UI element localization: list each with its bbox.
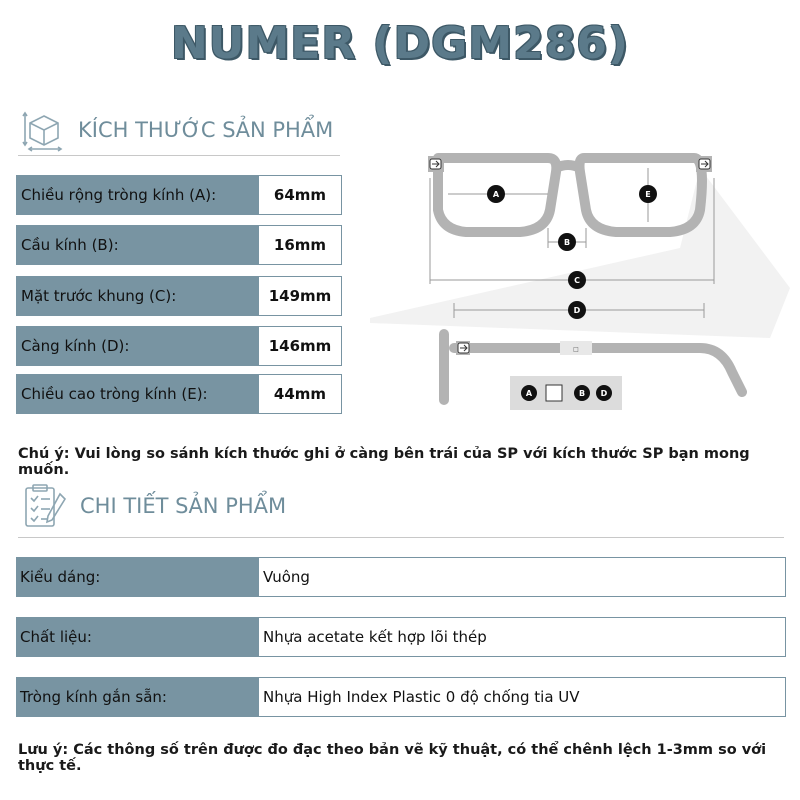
spec-label: Chiều rộng tròng kính (A):	[16, 175, 258, 215]
detail-label: Chất liệu:	[16, 617, 258, 657]
spec-row-bridge	[16, 225, 342, 265]
diagram-legend	[510, 376, 622, 410]
detail-value: Nhựa acetate kết hợp lõi thép	[258, 617, 786, 657]
detail-value: Vuông	[258, 557, 786, 597]
detail-section-divider	[18, 537, 784, 538]
legend-marker-a: A	[525, 389, 533, 398]
spec-value: 64mm	[258, 175, 342, 215]
glasses-dimension-diagram	[370, 138, 790, 428]
comparison-note: Chú ý: Vui lòng so sánh kích thước ghi ở càng bên trái của SP với kích thước SP bạn mong muốn.	[18, 446, 750, 478]
marker-a: A	[492, 190, 500, 199]
detail-section-heading	[22, 482, 286, 530]
spec-row-lens-height	[16, 374, 342, 414]
page-title: NUMER (DGM286)	[170, 18, 630, 69]
legend-marker-b: B	[578, 389, 586, 398]
spec-value: 16mm	[258, 225, 342, 265]
3d-box-dimension-icon	[22, 108, 66, 152]
spec-value: 44mm	[258, 374, 342, 414]
hinge-icon-left	[430, 159, 441, 169]
detail-value: Nhựa High Index Plastic 0 độ chống tia UV	[258, 677, 786, 717]
temple-print: □	[573, 346, 579, 353]
size-section-heading	[22, 108, 333, 152]
detail-row-shape	[16, 557, 786, 597]
detail-section-title: CHI TIẾT SẢN PHẨM	[80, 494, 287, 518]
glasses-front-frame	[438, 158, 702, 232]
measurement-note: Lưu ý: Các thông số trên được đo đạc theo bản vẽ kỹ thuật, có thể chênh lệch 1-3mm so với thực tế.	[18, 742, 767, 774]
spec-value: 149mm	[258, 276, 342, 316]
spec-row-temple	[16, 326, 342, 366]
marker-b: B	[563, 238, 571, 247]
temple-hinge-icon	[458, 343, 469, 353]
detail-row-material	[16, 617, 786, 657]
size-section-title: KÍCH THƯỚC SẢN PHẨM	[78, 118, 334, 142]
spec-row-lens-width	[16, 175, 342, 215]
clipboard-pencil-icon	[22, 482, 68, 530]
spec-value: 146mm	[258, 326, 342, 366]
spec-row-frame-front	[16, 276, 342, 316]
spec-label: Cầu kính (B):	[16, 225, 258, 265]
spec-label: Mặt trước khung (C):	[16, 276, 258, 316]
legend-marker-d: D	[600, 389, 608, 398]
spec-label: Chiều cao tròng kính (E):	[16, 374, 258, 414]
detail-row-lens	[16, 677, 786, 717]
marker-c: C	[574, 276, 580, 285]
size-section-divider	[18, 155, 340, 156]
marker-e: E	[645, 190, 651, 199]
detail-label: Tròng kính gắn sẵn:	[16, 677, 258, 717]
spec-label: Càng kính (D):	[16, 326, 258, 366]
detail-label: Kiểu dáng:	[16, 557, 258, 597]
hinge-icon-right	[699, 159, 710, 169]
marker-d: D	[573, 306, 581, 315]
